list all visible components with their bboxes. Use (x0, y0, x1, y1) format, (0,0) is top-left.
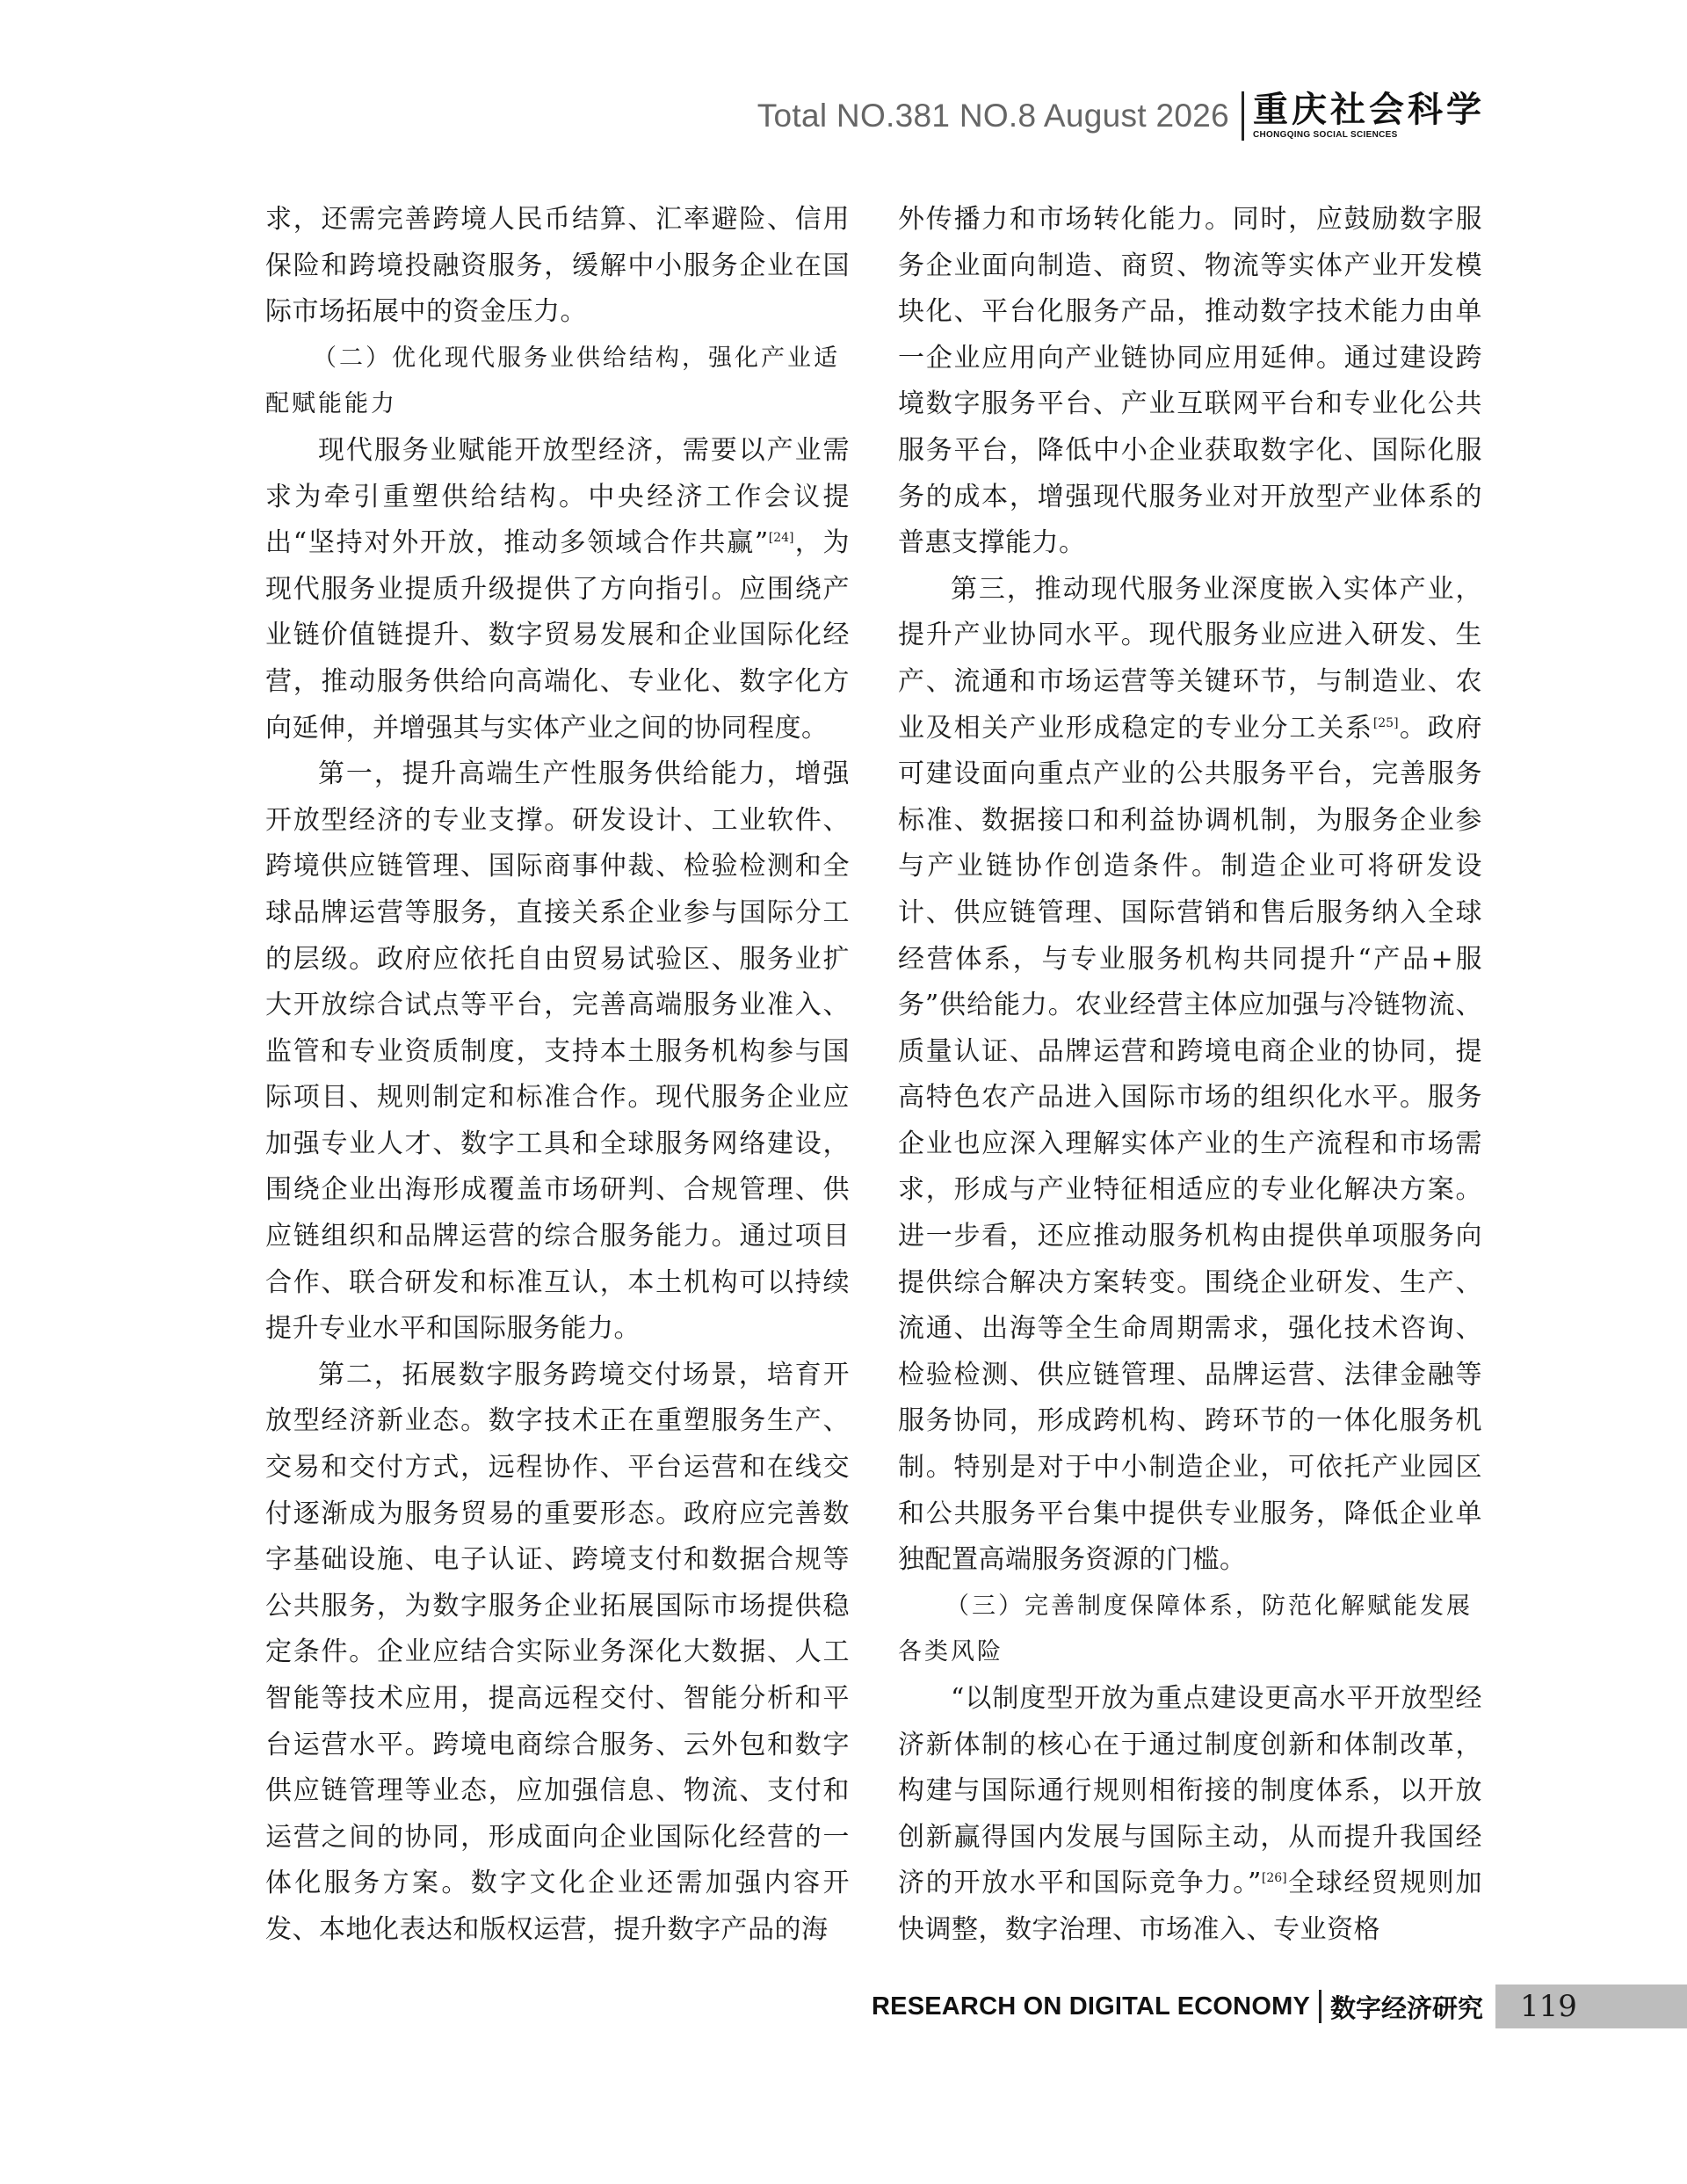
paragraph: 第二，拓展数字服务跨境交付场景，培育开放型经济新业态。数字技术正在重塑服务生产、交易和交付方式，远程协作、平台运营和在线交付逐渐成为服务贸易的重要形态。政府应完善数字基础设施、电子认证、跨境支付和数据合规等公共服务，为数字服务企业拓展国际市场提供稳定条件。企业应结合实际业务深化大数据、人工智能等技术应用，提高远程交付、智能分析和平台运营水平。跨境电商综合服务、云外包和数字供应链管理等业态，应加强信息、物流、支付和运营之间的协同，形成面向企业国际化经营的一体化服务方案。数字文化企业还需加强内容开发、本地化表达和版权运营，提升数字产品的海 (265, 1359, 850, 1945)
running-header (757, 91, 1485, 141)
paragraph (265, 428, 850, 751)
journal-name-cn: 重庆社会科学 (1253, 89, 1485, 130)
paragraph-text: ，为现代服务业提质升级提供了方向指引。应围绕产业链价值链提升、数字贸易发展和企业国际化经营，推动服务供给向高端化、专业化、数字化方向延伸，并增强其与实体产业之间的协同程度。 (265, 527, 850, 744)
right-column (898, 197, 1482, 1954)
header-divider (1242, 91, 1244, 141)
journal-name-en: CHONGQING SOCIAL SCIENCES (1253, 130, 1398, 140)
issue-info: Total NO.381 NO.8 August 2026 (757, 98, 1229, 134)
paragraph (898, 1676, 1482, 1954)
citation-ref: [24] (768, 531, 794, 546)
footer-section-title: 数字经济研究 (1329, 1992, 1483, 2023)
footer-divider (1319, 1990, 1321, 2023)
paragraph-text: “以制度型开放为重点建设更高水平开放型经济新体制的核心在于通过制度创新和体制改革，构建与国际通行规则相衔接的制度体系，以开放创新赢得国内发展与国际主动，从而提升我国经济的开放水平和国际竞争力。” (898, 1683, 1482, 1899)
section-heading: （三）完善制度保障体系，防范化解赋能发展各类风险 (898, 1592, 1473, 1666)
paragraph (898, 567, 1482, 1584)
paragraph-text: 。政府可建设面向重点产业的公共服务平台，完善服务标准、数据接口和利益协调机制，为服务企业参与产业链协作创造条件。制造企业可将研发设计、供应链管理、国际营销和售后服务纳入全球经营体系，与专业服务机构共同提升“产品+服务”供给能力。农业经营主体应加强与冷链物流、质量认证、品牌运营和跨境电商企业的协同，提高特色农产品进入国际市场的组织化水平。服务企业也应深入理解实体产业的生产流程和市场需求，形成与产业特征相适应的专业化解决方案。进一步看，还应推动服务机构由提供单项服务向提供综合解决方案转变。围绕企业研发、生产、流通、出海等全生命周期需求，强化技术咨询、检验检测、供应链管理、品牌运营、法律金融等服务协同，形成跨机构、跨环节的一体化服务机制。特别是对于中小制造企业，可依托产业园区和公共服务平台集中提供专业服务，降低企业单独配置高端服务资源的门槛。 (898, 712, 1482, 1576)
paragraph-text: 第三，推动现代服务业深度嵌入实体产业，提升产业协同水平。现代服务业应进入研发、生产、流通和市场运营等关键环节，与制造业、农业及相关产业形成稳定的专业分工关系 (898, 573, 1482, 744)
citation-ref: [25] (1372, 715, 1399, 730)
paragraph: 外传播力和市场转化能力。同时，应鼓励数字服务企业面向制造、商贸、物流等实体产业开发模块化、平台化服务产品，推动数字技术能力由单一企业应用向产业链协同应用延伸。通过建设跨境数字服务平台、产业互联网平台和专业化公共服务平台，降低中小企业获取数字化、国际化服务的成本，增强现代服务业对开放型产业体系的普惠支撑能力。 (898, 204, 1482, 559)
paragraph-text: 全球经贸规则加快调整，数字治理、市场准入、专业资格 (898, 1868, 1483, 1945)
body-columns (265, 197, 1482, 1954)
paragraph-text: 现代服务业赋能开放型经济，需要以产业需求为牵引重塑供给结构。中央经济工作会议提出“坚持对外开放，推动多领域合作共赢” (265, 434, 850, 559)
section-heading: （二）优化现代服务业供给结构，强化产业适配赋能能力 (265, 344, 840, 418)
running-footer (872, 1984, 1687, 2028)
page-number-box (1495, 1984, 1687, 2028)
left-column (265, 197, 850, 1954)
page-number: 119 (1520, 1989, 1577, 2024)
citation-ref: [26] (1261, 1871, 1287, 1886)
footer-journal-title: RESEARCH ON DIGITAL ECONOMY (872, 1992, 1310, 2021)
paragraph: 第一，提升高端生产性服务供给能力，增强开放型经济的专业支撑。研发设计、工业软件、跨境供应链管理、国际商事仲裁、检验检测和全球品牌运营等服务，直接关系企业参与国际分工的层级。政府应依托自由贸易试验区、服务业扩大开放综合试点等平台，完善高端服务业准入、监管和专业资质制度，支持本土服务机构参与国际项目、规则制定和标准合作。现代服务企业应加强专业人才、数字工具和全球服务网络建设，围绕企业出海形成覆盖市场研判、合规管理、供应链组织和品牌运营的综合服务能力。通过项目合作、联合研发和标准互认，本土机构可以持续提升专业水平和国际服务能力。 (265, 758, 850, 1345)
paragraph: 求，还需完善跨境人民币结算、汇率避险、信用保险和跨境投融资服务，缓解中小服务企业在国际市场拓展中的资金压力。 (265, 204, 850, 328)
journal-logo (1253, 89, 1485, 140)
